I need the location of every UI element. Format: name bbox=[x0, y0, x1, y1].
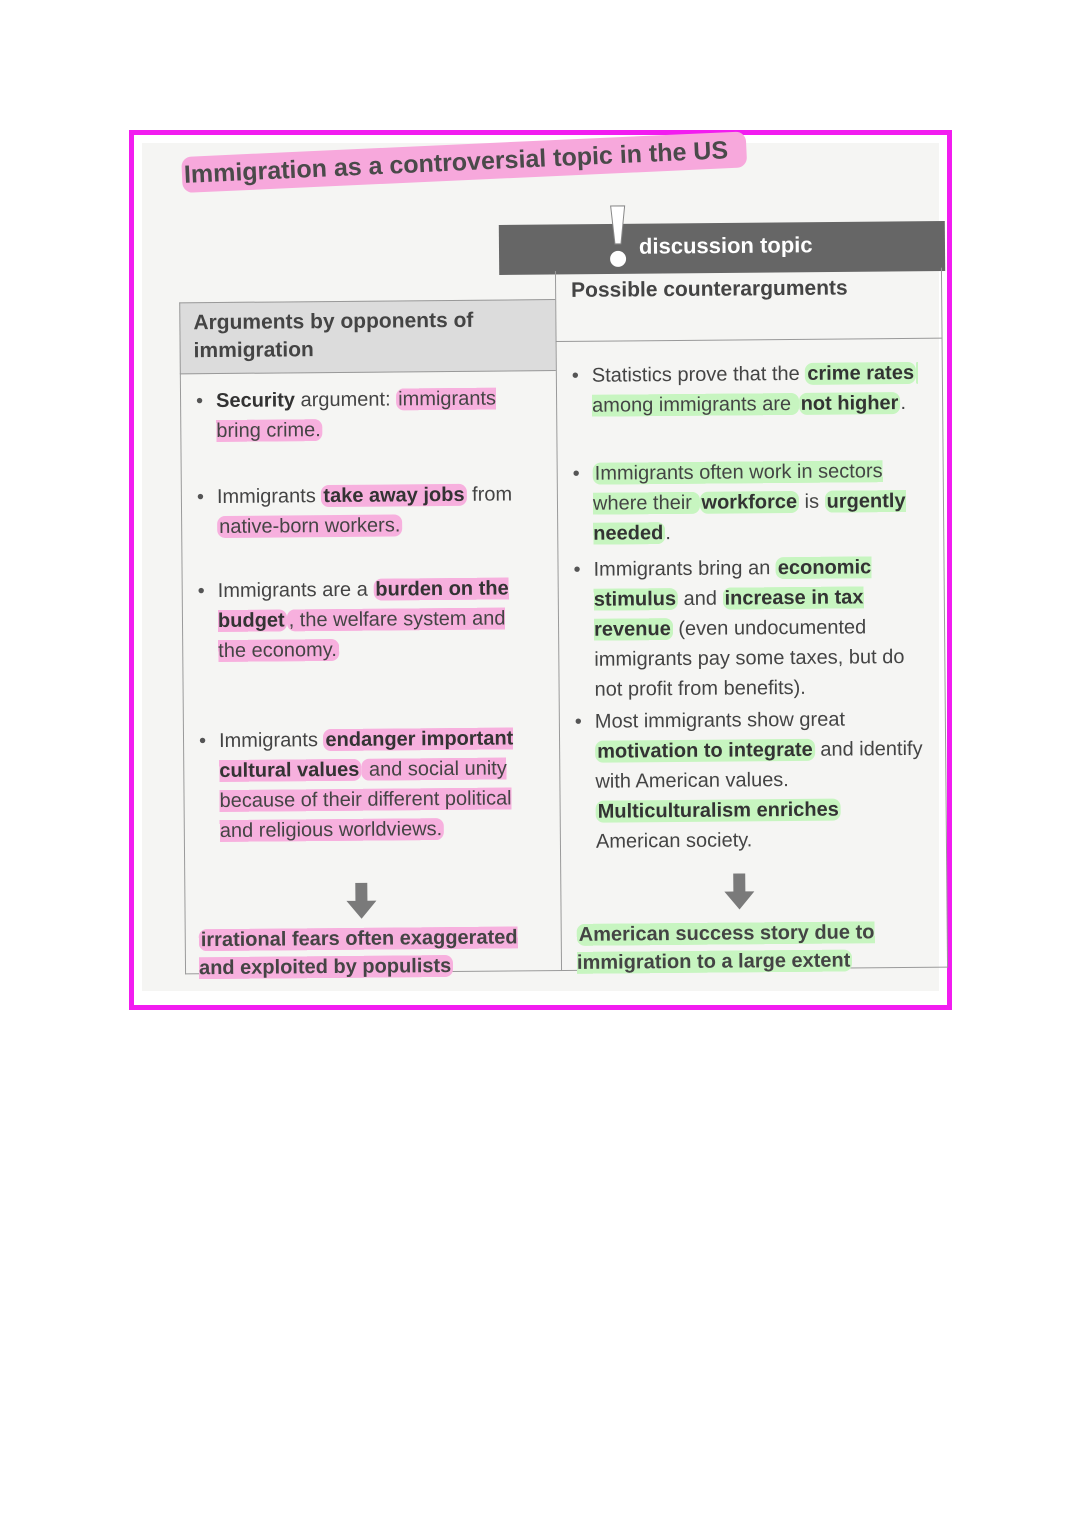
bullet: • bbox=[571, 364, 579, 387]
item-bold: workforce bbox=[701, 490, 798, 514]
item-text: argument: bbox=[294, 388, 397, 412]
right-border bbox=[941, 268, 948, 968]
item-text: . bbox=[900, 392, 907, 415]
bullet: • bbox=[197, 580, 205, 603]
bullet: • bbox=[196, 486, 205, 509]
right-item-2 bbox=[572, 456, 924, 549]
bullet: • bbox=[572, 462, 580, 485]
textbook-photo bbox=[142, 136, 939, 991]
down-arrow-icon bbox=[724, 873, 754, 909]
item-text: . bbox=[665, 522, 671, 545]
right-item-4 bbox=[574, 704, 926, 857]
bullet: • bbox=[574, 710, 582, 733]
item-text: Immigrants bring an bbox=[593, 557, 776, 581]
item-bold: endanger important cultural values bbox=[219, 727, 514, 783]
item-bold: crime rates bbox=[807, 361, 915, 385]
item-bold: Security bbox=[215, 389, 296, 413]
item-text: (even undocumented immigrants pay some taxes, but do not profit from benefits). bbox=[594, 616, 905, 701]
item-bold: economic stimulus bbox=[593, 556, 872, 611]
bullet: • bbox=[573, 558, 581, 581]
right-item-3 bbox=[573, 552, 924, 705]
left-item-1 bbox=[195, 383, 517, 446]
item-highlight: and social unity because of their different political and religious worldviews. bbox=[219, 757, 512, 843]
item-bold: urgently needed bbox=[593, 490, 906, 545]
item-bold: burden on the budget bbox=[217, 577, 509, 633]
right-item-1 bbox=[571, 358, 923, 421]
arguments-table bbox=[179, 268, 948, 980]
left-item-3 bbox=[197, 573, 529, 666]
left-item-4 bbox=[198, 723, 530, 846]
left-conclusion bbox=[199, 923, 539, 982]
item-text: and identify with American values. bbox=[595, 737, 923, 793]
item-text: Immigrants are a bbox=[217, 578, 374, 603]
right-column-header bbox=[555, 268, 943, 342]
item-highlight: Immigrants often work in sectors where their bbox=[592, 460, 883, 515]
item-highlight: among immigrants are bbox=[592, 362, 918, 417]
item-bold: not higher bbox=[800, 392, 899, 415]
left-conclusion-text: irrational fears often exaggerated and exploited by populists bbox=[198, 926, 518, 980]
item-text: and bbox=[677, 587, 723, 610]
item-text: from bbox=[466, 483, 513, 506]
left-item-2 bbox=[196, 479, 528, 542]
discussion-label: discussion topic bbox=[638, 232, 813, 259]
item-bold: increase in tax revenue bbox=[593, 586, 864, 641]
item-highlight: , the welfare system and the economy. bbox=[218, 607, 506, 663]
bullet: • bbox=[195, 390, 204, 413]
exclamation-icon bbox=[607, 204, 630, 272]
item-text: Most immigrants show great bbox=[594, 708, 846, 733]
item-text: is bbox=[798, 490, 825, 513]
item-bold: motivation to integrate bbox=[597, 738, 813, 763]
item-text: Statistics prove that the bbox=[591, 362, 806, 387]
down-arrow-icon bbox=[346, 883, 376, 919]
item-text: American society. bbox=[595, 829, 753, 853]
image-frame bbox=[129, 130, 952, 1010]
page-title: Immigration as a controversial topic in the US bbox=[181, 131, 747, 193]
item-bold: Multiculturalism enriches bbox=[597, 798, 839, 823]
item-bold: take away jobs bbox=[323, 483, 465, 508]
left-column-header bbox=[179, 299, 556, 374]
item-highlight: immigrants bring crime. bbox=[216, 387, 497, 443]
right-conclusion bbox=[577, 918, 907, 977]
discussion-topic-bar bbox=[499, 221, 945, 275]
item-text: Immigrants bbox=[218, 729, 324, 753]
item-text: Immigrants bbox=[216, 485, 322, 509]
right-conclusion-text: American success story due to immigration to a large extent bbox=[576, 921, 875, 974]
column-divider bbox=[555, 271, 562, 971]
bullet: • bbox=[198, 730, 207, 753]
left-border bbox=[179, 302, 186, 974]
left-header-text: Arguments by opponents of immigration bbox=[193, 308, 474, 363]
item-highlight: native-born workers. bbox=[219, 514, 401, 539]
title-wrap bbox=[181, 135, 746, 190]
right-header-text: Possible counterarguments bbox=[571, 276, 848, 302]
